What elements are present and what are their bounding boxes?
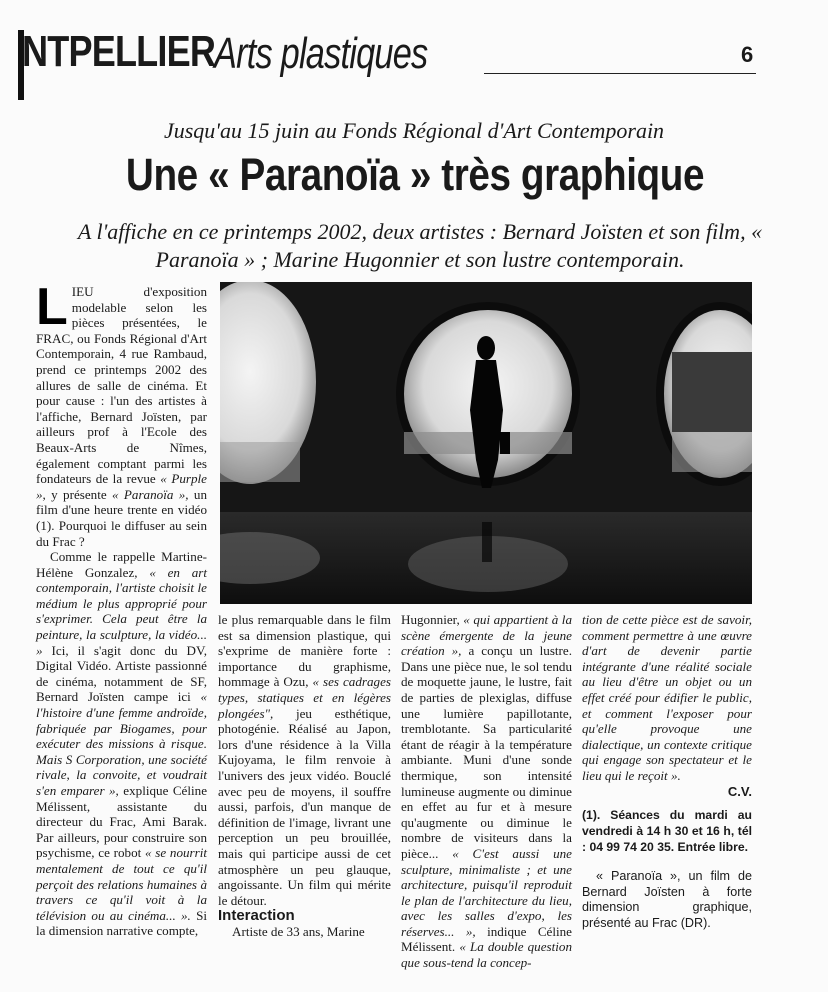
col1-text-1c: un film d'une heure trente en vidéo (1). Pourquoi le diffuser au sein du Frac ? (36, 486, 207, 549)
col2-text-2: Artiste de 33 ans, Marine (232, 923, 365, 939)
col1-text-2d: Si la dimension narrative compte, (36, 907, 207, 939)
photo-caption: « Paranoïa », un film de Bernard Joïsten à forte dimension graphique, présenté au Frac (DR). (582, 869, 752, 930)
author-signature: C.V. (727, 783, 752, 799)
col2-quote-1: « ses cadrages types, statiques et en légères plongées", (218, 674, 391, 721)
col2-text-1a: le plus remarquable dans le film est sa dimension plastique, qui s'exprime de manière forte : importance du graphisme, hommage à Ozu, (218, 612, 391, 690)
col3-text-1c: indique Céline Mélissent. (401, 923, 572, 955)
col1-text-2c: explique Céline Mélissent, assistante du directeur du Frac, Ami Barak. Par ailleurs, pour construire son psychisme, ce robot (36, 783, 208, 861)
header-rule (484, 73, 756, 74)
footnote-screenings: (1). Séances du mardi au vendredi à 14 h 30 et 16 h, tél : 04 99 74 20 35. Entrée libre. (582, 808, 752, 855)
article-headline: Une « Paranoïa » très graphique (125, 149, 705, 200)
article-column-3 (401, 612, 572, 971)
col3-quote-1: « qui appartient à la scène émergente de la jeune création », (401, 612, 572, 659)
col1-text-1: IEU d'exposition modelable selon les pièces présentées, le FRAC, ou Fonds Régional d'Art Contemporain, 4 rue Rambaud, prend ce printemps 2002 des allures de salle de cinéma. Et pour cause : l'un des artistes à l'affiche, Bernard Joïsten, par ailleurs prof à l'Ecole des Beaux-Arts de Nîmes, également comptant parmi les fondateurs de la revue (36, 284, 207, 487)
dropcap: L (36, 278, 68, 336)
col1-purple: « Purple », (36, 471, 207, 502)
page-number: 6 (741, 42, 754, 67)
col1-text-1b: y présente (51, 486, 107, 502)
col3-quote-2: « C'est aussi une sculpture, minimaliste ; et une architecture, puisqu'il reproduit le plan de l'architecture du lieu, avec les salles d'expo, les réserves... », (401, 845, 572, 939)
header-city: NTPELLIER (22, 27, 216, 76)
header-rubric: Arts plastiques (214, 29, 428, 78)
col1-text-2b: Ici, il s'agit donc du DV, Digital Vidéo. Artiste passionné de cinéma, notamment de SF, Bernard Joïsten campe ici (36, 642, 207, 705)
col1-quote-3: « se nourrit mentalement de tout ce qu'il perçoit des relations humaines à travers ce qu'il voit à la télévision ou au cinéma... ». (36, 845, 208, 923)
col1-quote-1: « en art contemporain, l'artiste choisit le médium le plus approprié pour s'exprimer. Cela peut être la peinture, la sculpture, la vidéo... » (36, 564, 208, 658)
article-column-4 (582, 612, 752, 931)
article-photo (220, 282, 752, 604)
photo-illustration (220, 282, 752, 604)
col1-text-2a: Comme le rappelle Martine-Hélène Gonzalez, (36, 549, 207, 580)
col3-quote-3: « La double question que sous-tend la concep- (401, 939, 572, 971)
col2-text-1b: jeu esthétique, photogénie. Réalisé au Japon, lors d'une résidence à la Villa Kujoyama, le film renvoie à l'univers des jeux vidéo. Bouclé avec peu de moyens, il souffre aussi, parfois, d'un manque de définition de l'image, livrant une perception un peu brouillée, mais qui participe aussi de cet atmosphère un peu glauque, angoissante. Un film qui mérite le détour. (218, 705, 391, 908)
article-column-1 (36, 278, 208, 939)
col4-quote: tion de cette pièce est de savoir, comment permettre à une œuvre d'art de devenir partie intégrante d'une réalité sociale au lieu d'être un objet ou un effet créé pour édifier le public, et comment l'exposer pour qu'elle provoque une dialectique, un contexte critique qui engage son spectateur et le lieu qui le reçoit ». (582, 612, 752, 783)
col3-text-1a: Hugonnier, (401, 612, 460, 627)
article-column-2 (218, 612, 391, 939)
article-kicker: Jusqu'au 15 juin au Fonds Régional d'Art Contemporain (163, 118, 665, 143)
col3-text-1b: a conçu un lustre. Dans une pièce nue, le sol tendu de moquette jaune, le lustre, fait de parties de plexiglas, diffuse une lumière papillotante, tremblotante. Sa particularité étant de réagir à la température ambiante. Muni d'une sonde thermique, son intensité lumineuse augmente ou diminue en effet au fur et à mesure qu'augmente ou diminue le nombre de visiteurs dans la pièce... (401, 643, 572, 861)
subhead-interaction: Interaction (218, 907, 295, 925)
col1-paranoia: « Paranoïa », (112, 486, 189, 502)
article-standfirst: A l'affiche en ce printemps 2002, deux artistes : Bernard Joïsten et son film, « Paranoïa » ; Marine Hugonnier et son lustre contemporain. (77, 219, 763, 272)
col1-quote-2: « l'histoire d'une femme androïde, fabriquée par Biogames, pour exécuter des missions à risque. Mais S Corporation, une société rivale, la convoite, et voudrait s'en emparer », (36, 689, 207, 798)
